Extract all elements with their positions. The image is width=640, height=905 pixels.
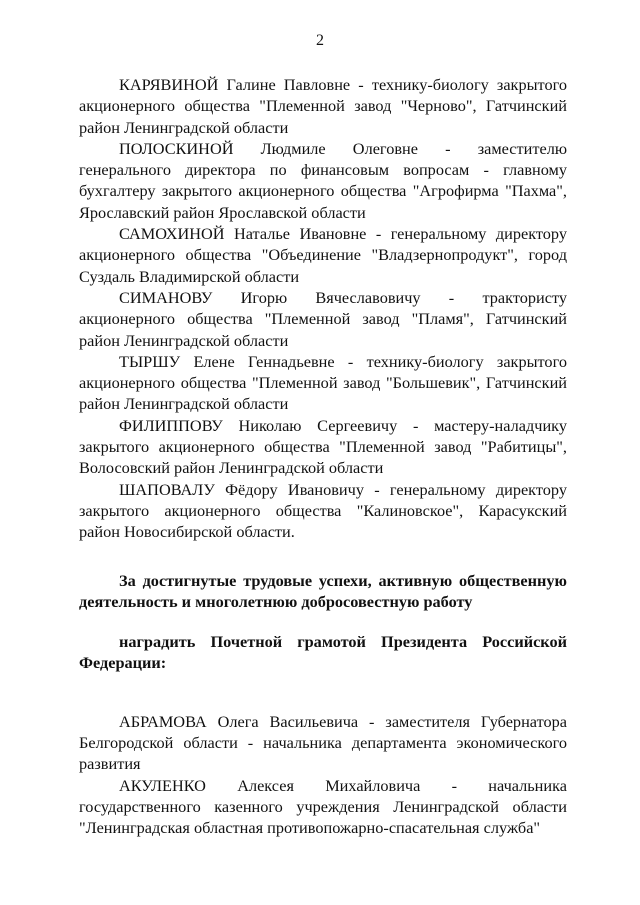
recipient-entry: КАРЯВИНОЙ Галине Павловне - технику-биологу закрытого акционерного общества "Племенной завод "Черново", Гатчинский район Ленинградской области	[79, 75, 567, 137]
recipient-entry: САМОХИНОЙ Наталье Ивановне - генеральному директору акционерного общества "Объединение "Владзернопродукт", город Суздаль Владимирской области	[79, 224, 567, 286]
page-number: 2	[316, 32, 324, 49]
recipient-entry: АКУЛЕНКО Алексея Михайловича - начальника государственного казенного учреждения Ленинградской области "Ленинградская областная противопожарно-спасательная служба"	[79, 775, 567, 838]
recipient-entry: ФИЛИППОВУ Николаю Сергеевичу - мастеру-наладчику закрытого акционерного общества "Племенной завод "Рабитицы", Волосовский район Ленинградской области	[79, 415, 567, 478]
award-statement: наградить Почетной грамотой Президента Российской Федерации:	[79, 632, 567, 673]
recipient-entry: ШАПОВАЛУ Фёдору Ивановичу - генеральному директору закрытого акционерного общества "Калиновское", Карасукский район Новосибирской области.	[79, 479, 567, 542]
section-heading: За достигнутые трудовые успехи, активную общественную деятельность и многолетнюю добросовестную работу	[79, 570, 567, 611]
recipient-entry: ТЫРШУ Елене Геннадьевне - технику-биологу закрытого акционерного общества "Племенной завод "Большевик", Гатчинский район Ленинградской области	[79, 351, 567, 414]
document-body	[79, 74, 567, 839]
recipient-entry: СИМАНОВУ Игорю Вячеславовичу - трактористу акционерного общества "Племенной завод "Пламя", Гатчинский район Ленинградской области	[79, 287, 567, 350]
recipient-entry: АБРАМОВА Олега Васильевича - заместителя Губернатора Белгородской области - начальника департамента экономического развития	[79, 711, 567, 774]
recipient-entry: ПОЛОСКИНОЙ Людмиле Олеговне - заместителю генерального директора по финансовым вопросам - главному бухгалтеру закрытого акционерного общества "Агрофирма "Пахма", Ярославский район Ярославской области	[79, 138, 567, 222]
